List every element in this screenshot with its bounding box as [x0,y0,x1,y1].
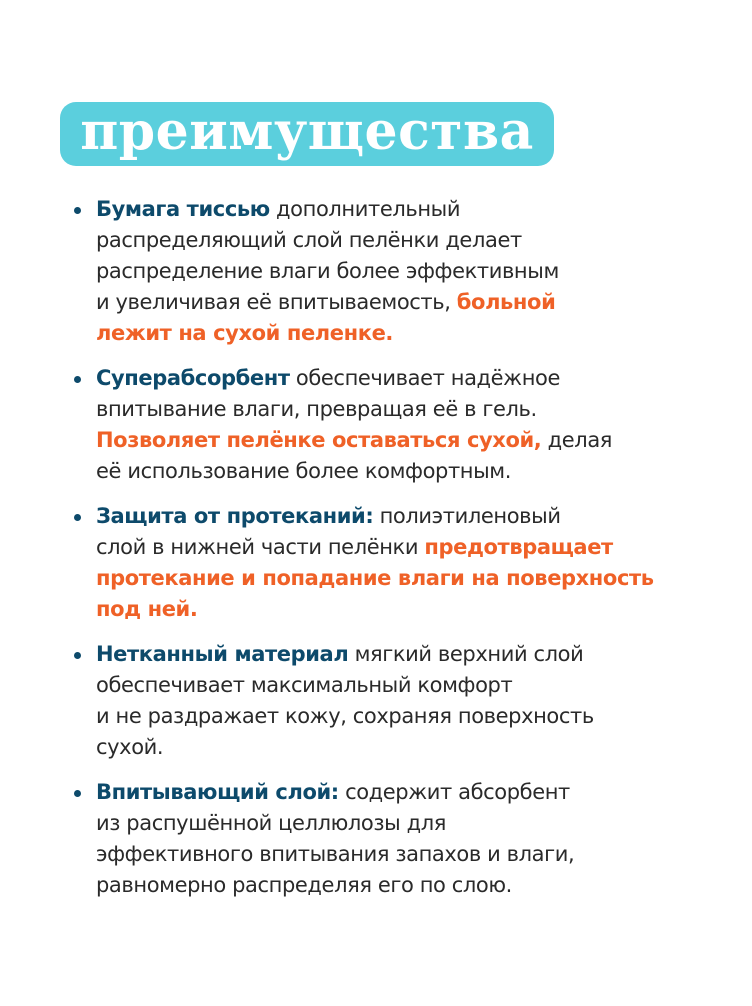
benefit-line [96,318,692,349]
benefit-text: полиэтиленовый [373,504,561,528]
bullet-icon [74,790,81,797]
benefit-line [96,287,692,318]
benefit-text: делая [541,428,613,452]
benefit-text: распределяющий слой пелёнки делает [96,228,522,252]
title-badge [60,102,554,166]
benefit-highlight: предотвращает [424,535,613,559]
benefit-line [96,363,692,394]
page-title: преимущества [80,101,534,162]
benefit-term: Впитывающий слой: [96,780,339,804]
benefit-text: из распушённой целлюлозы для [96,811,446,835]
benefit-text: содержит абсорбент [338,780,570,804]
benefit-line [96,732,692,763]
benefit-text: слой в нижней части пелёнки [96,535,425,559]
benefit-line [96,701,692,732]
benefit-line [96,670,692,701]
benefit-term: Нетканный материал [96,642,349,666]
benefit-text: обеспечивает максимальный комфорт [96,673,513,697]
benefit-text: сухой. [96,735,164,759]
bullet-icon [74,652,81,659]
benefit-highlight: больной [456,290,556,314]
benefit-item-leak-protection [72,501,692,625]
benefit-text: равномерно распределяя его по слою. [96,873,512,897]
benefit-line [96,563,692,594]
bullet-icon [74,207,81,214]
benefit-line [96,777,692,808]
benefit-term: Защита от протеканий: [96,504,374,528]
benefit-text: эффективного впитывания запахов и влаги, [96,842,575,866]
benefit-line [96,532,692,563]
benefit-line [96,194,692,225]
benefit-text: дополнительный [269,197,461,221]
benefit-item-nonwoven [72,639,692,763]
benefit-highlight: протекание и попадание влаги на поверхность [96,566,654,590]
benefit-text: обеспечивает надёжное [289,366,560,390]
benefit-term: Бумага тиссью [96,197,270,221]
benefit-line [96,639,692,670]
benefit-text: распределение влаги более эффективным [96,259,559,283]
benefit-item-superabsorbent [72,363,692,487]
benefit-line [96,456,692,487]
bullet-icon [74,514,81,521]
benefit-line [96,808,692,839]
benefit-text: её использование более комфортным. [96,459,512,483]
benefits-list [72,194,692,915]
benefit-line [96,225,692,256]
benefit-item-absorbent-layer [72,777,692,901]
benefit-highlight: под ней. [96,597,198,621]
benefit-text: и увеличивая её впитываемость, [96,290,457,314]
benefit-line [96,394,692,425]
benefit-line [96,594,692,625]
benefit-line [96,870,692,901]
benefit-item-tissue-paper [72,194,692,349]
benefit-term: Суперабсорбент [96,366,290,390]
benefit-line [96,839,692,870]
benefit-highlight: Позволяет пелёнке оставаться сухой, [96,428,542,452]
benefit-text: впитывание влаги, превращая её в гель. [96,397,537,421]
benefit-text: мягкий верхний слой [348,642,584,666]
benefit-line [96,256,692,287]
benefit-highlight: лежит на сухой пеленке. [96,321,394,345]
bullet-icon [74,376,81,383]
benefit-line [96,501,692,532]
benefit-line [96,425,692,456]
benefit-text: и не раздражает кожу, сохраняя поверхность [96,704,594,728]
